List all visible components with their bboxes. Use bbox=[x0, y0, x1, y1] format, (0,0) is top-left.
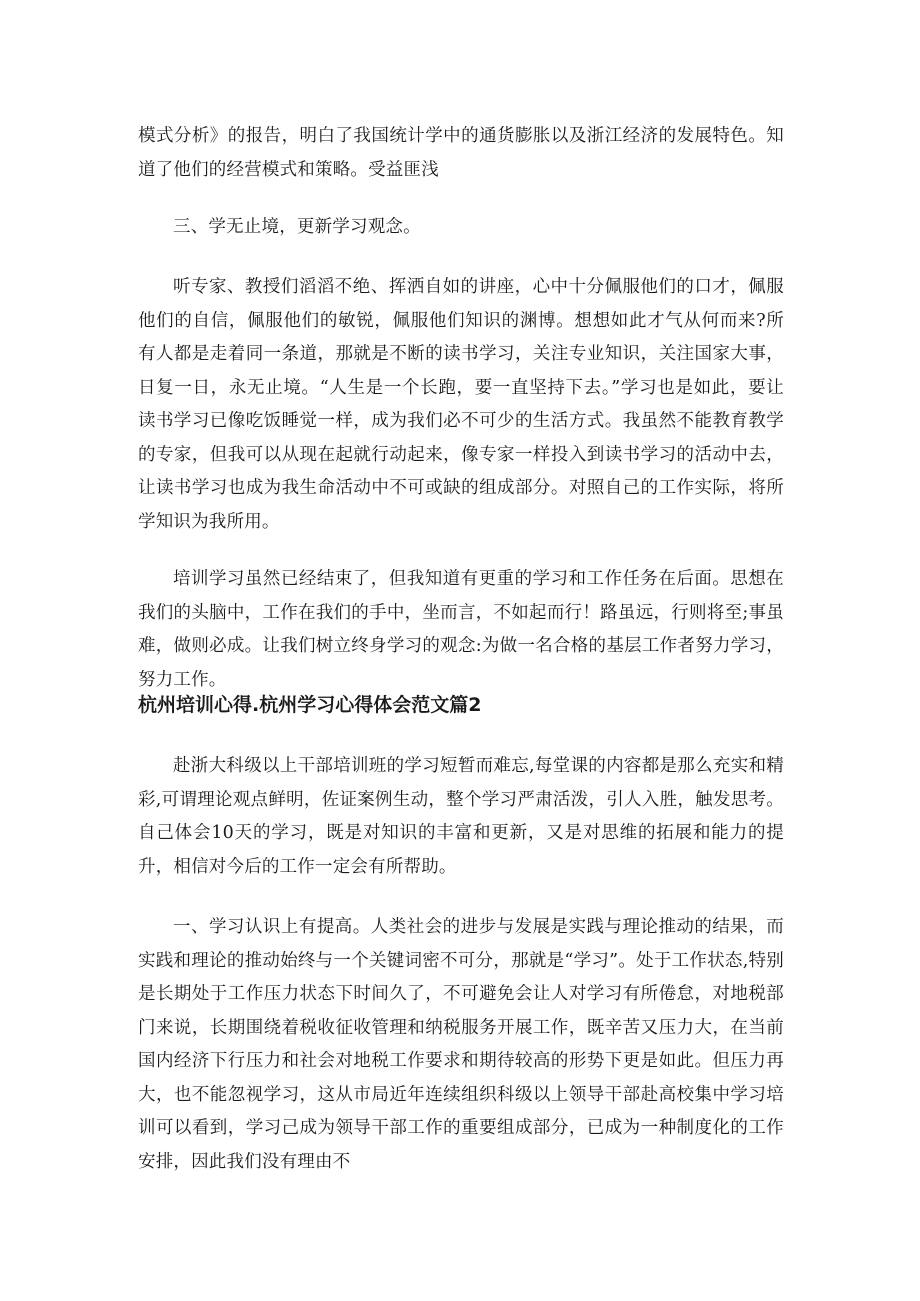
paragraph-lifelong-learning: 培训学习虽然已经结束了，但我知道有更重的学习和工作任务在后面。思想在我们的头脑中，工作在我们的手中，坐而言，不如起而行！路虽远，行则将至;事虽难，做则必成。让我们树立终身学习的观念:为做一名合格的基层工作者努力学习，努力工作。 bbox=[138, 569, 784, 690]
article-title-part2: 杭州培训心得.杭州学习心得体会范文篇2 bbox=[138, 694, 482, 716]
paragraph-training-intro: 赴浙大科级以上干部培训班的学习短暂而难忘,每堂课的内容都是那么充实和精彩,可谓理论观点鲜明，佐证案例生动，整个学习严肃活泼，引人入胜，触发思考。自己体会10天的学习，既是对知识的丰富和更新，又是对思维的拓展和能力的提升，相信对今后的工作一定会有所帮助。 bbox=[138, 756, 784, 877]
paragraph-expert-lectures: 听专家、教授们滔滔不绝、挥洒自如的讲座，心中十分佩服他们的口才，佩服他们的自信，佩服他们的敏锐，佩服他们知识的渊博。想想如此才气从何而来?所有人都是走着同一条道，那就是不断的读书学习，关注专业知识，关注国家大事，日复一日，永无止境。“人生是一个长跑，要一直坚持下去。”学习也是如此，要让读书学习已像吃饭睡觉一样，成为我们必不可少的生活方式。我虽然不能教育教学的专家，但我可以从现在起就行动起来，像专家一样投入到读书学习的活动中去，让读书学习也成为我生命活动中不可或缺的组成部分。对照自己的工作实际，将所学知识为我所用。 bbox=[138, 277, 784, 532]
section-heading-three: 三、学无止境，更新学习观念。 bbox=[173, 217, 421, 237]
paragraph-learning-awareness: 一、学习认识上有提高。人类社会的进步与发展是实践与理论推动的结果，而实践和理论的推动始终与一个关键词密不可分，那就是“学习”。处于工作状态,特别是长期处于工作压力状态下时间久了，不可避免会让人对学习有所倦怠，对地税部门来说，长期围绕着税收征收管理和纳税服务开展工作，既辛苦又压力大，在当前国内经济下行压力和社会对地税工作要求和期待较高的形势下更是如此。但压力再大，也不能忽视学习，这从市局近年连续组织科级以上领导干部赴高校集中学习培训可以看到，学习己成为领导干部工作的重要组成部分，已成为一种制度化的工作安排，因此我们没有理由不 bbox=[138, 917, 784, 1172]
paragraph-report-continuation: 模式分析》的报告，明白了我国统计学中的通货膨胀以及浙江经济的发展特色。知道了他们的经营模式和策略。受益匪浅 bbox=[138, 126, 784, 180]
